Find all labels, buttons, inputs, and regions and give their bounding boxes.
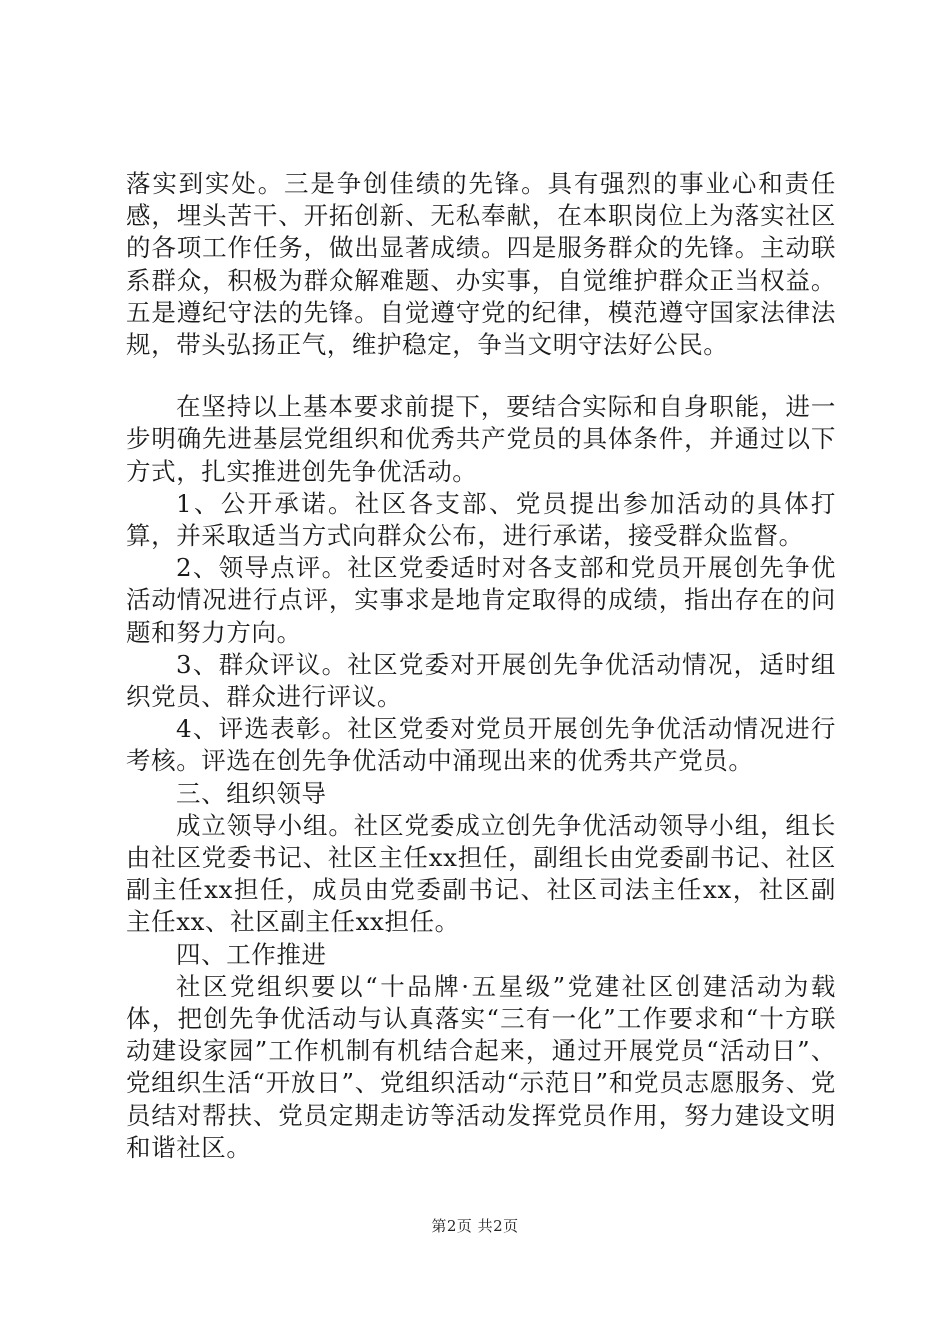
- paragraph-methods-intro: 在坚持以上基本要求前提下，要结合实际和自身职能，进一步明确先进基层党组织和优秀共产党员的具体条件，并通过以下方式，扎实推进创先争优活动。: [126, 392, 836, 486]
- document-body: [126, 168, 836, 1164]
- paragraph-leadership-review: 2、领导点评。社区党委适时对各支部和党员开展创先争优活动情况进行点评，实事求是地肯定取得的成绩，指出存在的问题和努力方向。: [126, 553, 836, 647]
- paragraph-selection-commendation: 4、评选表彰。社区党委对党员开展创先争优活动情况进行考核。评选在创先争优活动中涌现出来的优秀共产党员。: [126, 714, 836, 776]
- paragraph-pioneer-standards: 落实到实处。三是争创佳绩的先锋。具有强烈的事业心和责任感，埋头苦干、开拓创新、无私奉献，在本职岗位上为落实社区的各项工作任务，做出显著成绩。四是服务群众的先锋。主动联系群众，积极为群众解难题、办实事，自觉维护群众正当权益。五是遵纪守法的先锋。自觉遵守党的纪律，模范遵守国家法律法规，带头弘扬正气，维护稳定，争当文明守法好公民。: [126, 169, 836, 360]
- paragraph-work-progress: 社区党组织要以“十品牌·五星级”党建社区创建活动为载体，把创先争优活动与认真落实“三有一化”工作要求和“十方联动建设家园”工作机制有机结合起来，通过开展党员“活动日”、党组织生活“开放日”、党组织活动“示范日”和党员志愿服务、党员结对帮扶、党员定期走访等活动发挥党员作用，努力建设文明和谐社区。: [126, 971, 836, 1162]
- page-number-footer: 第2页 共2页: [431, 1217, 519, 1235]
- paragraph-leading-group: 成立领导小组。社区党委成立创先争优活动领导小组，组长由社区党委书记、社区主任xx担任，副组长由党委副书记、社区副主任xx担任，成员由党委副书记、社区司法主任xx，社区副主任xx、社区副主任xx担任。: [126, 810, 836, 937]
- paragraph-public-commitment: 1、公开承诺。社区各支部、党员提出参加活动的具体打算，并采取适当方式向群众公布，进行承诺，接受群众监督。: [126, 488, 836, 551]
- paragraph-gap: [126, 361, 836, 391]
- section-heading-work-progress: 四、工作推进: [176, 939, 327, 969]
- paragraph-public-evaluation: 3、群众评议。社区党委对开展创先争优活动情况，适时组织党员、群众进行评议。: [126, 649, 836, 712]
- section-heading-organization: 三、组织领导: [176, 778, 327, 808]
